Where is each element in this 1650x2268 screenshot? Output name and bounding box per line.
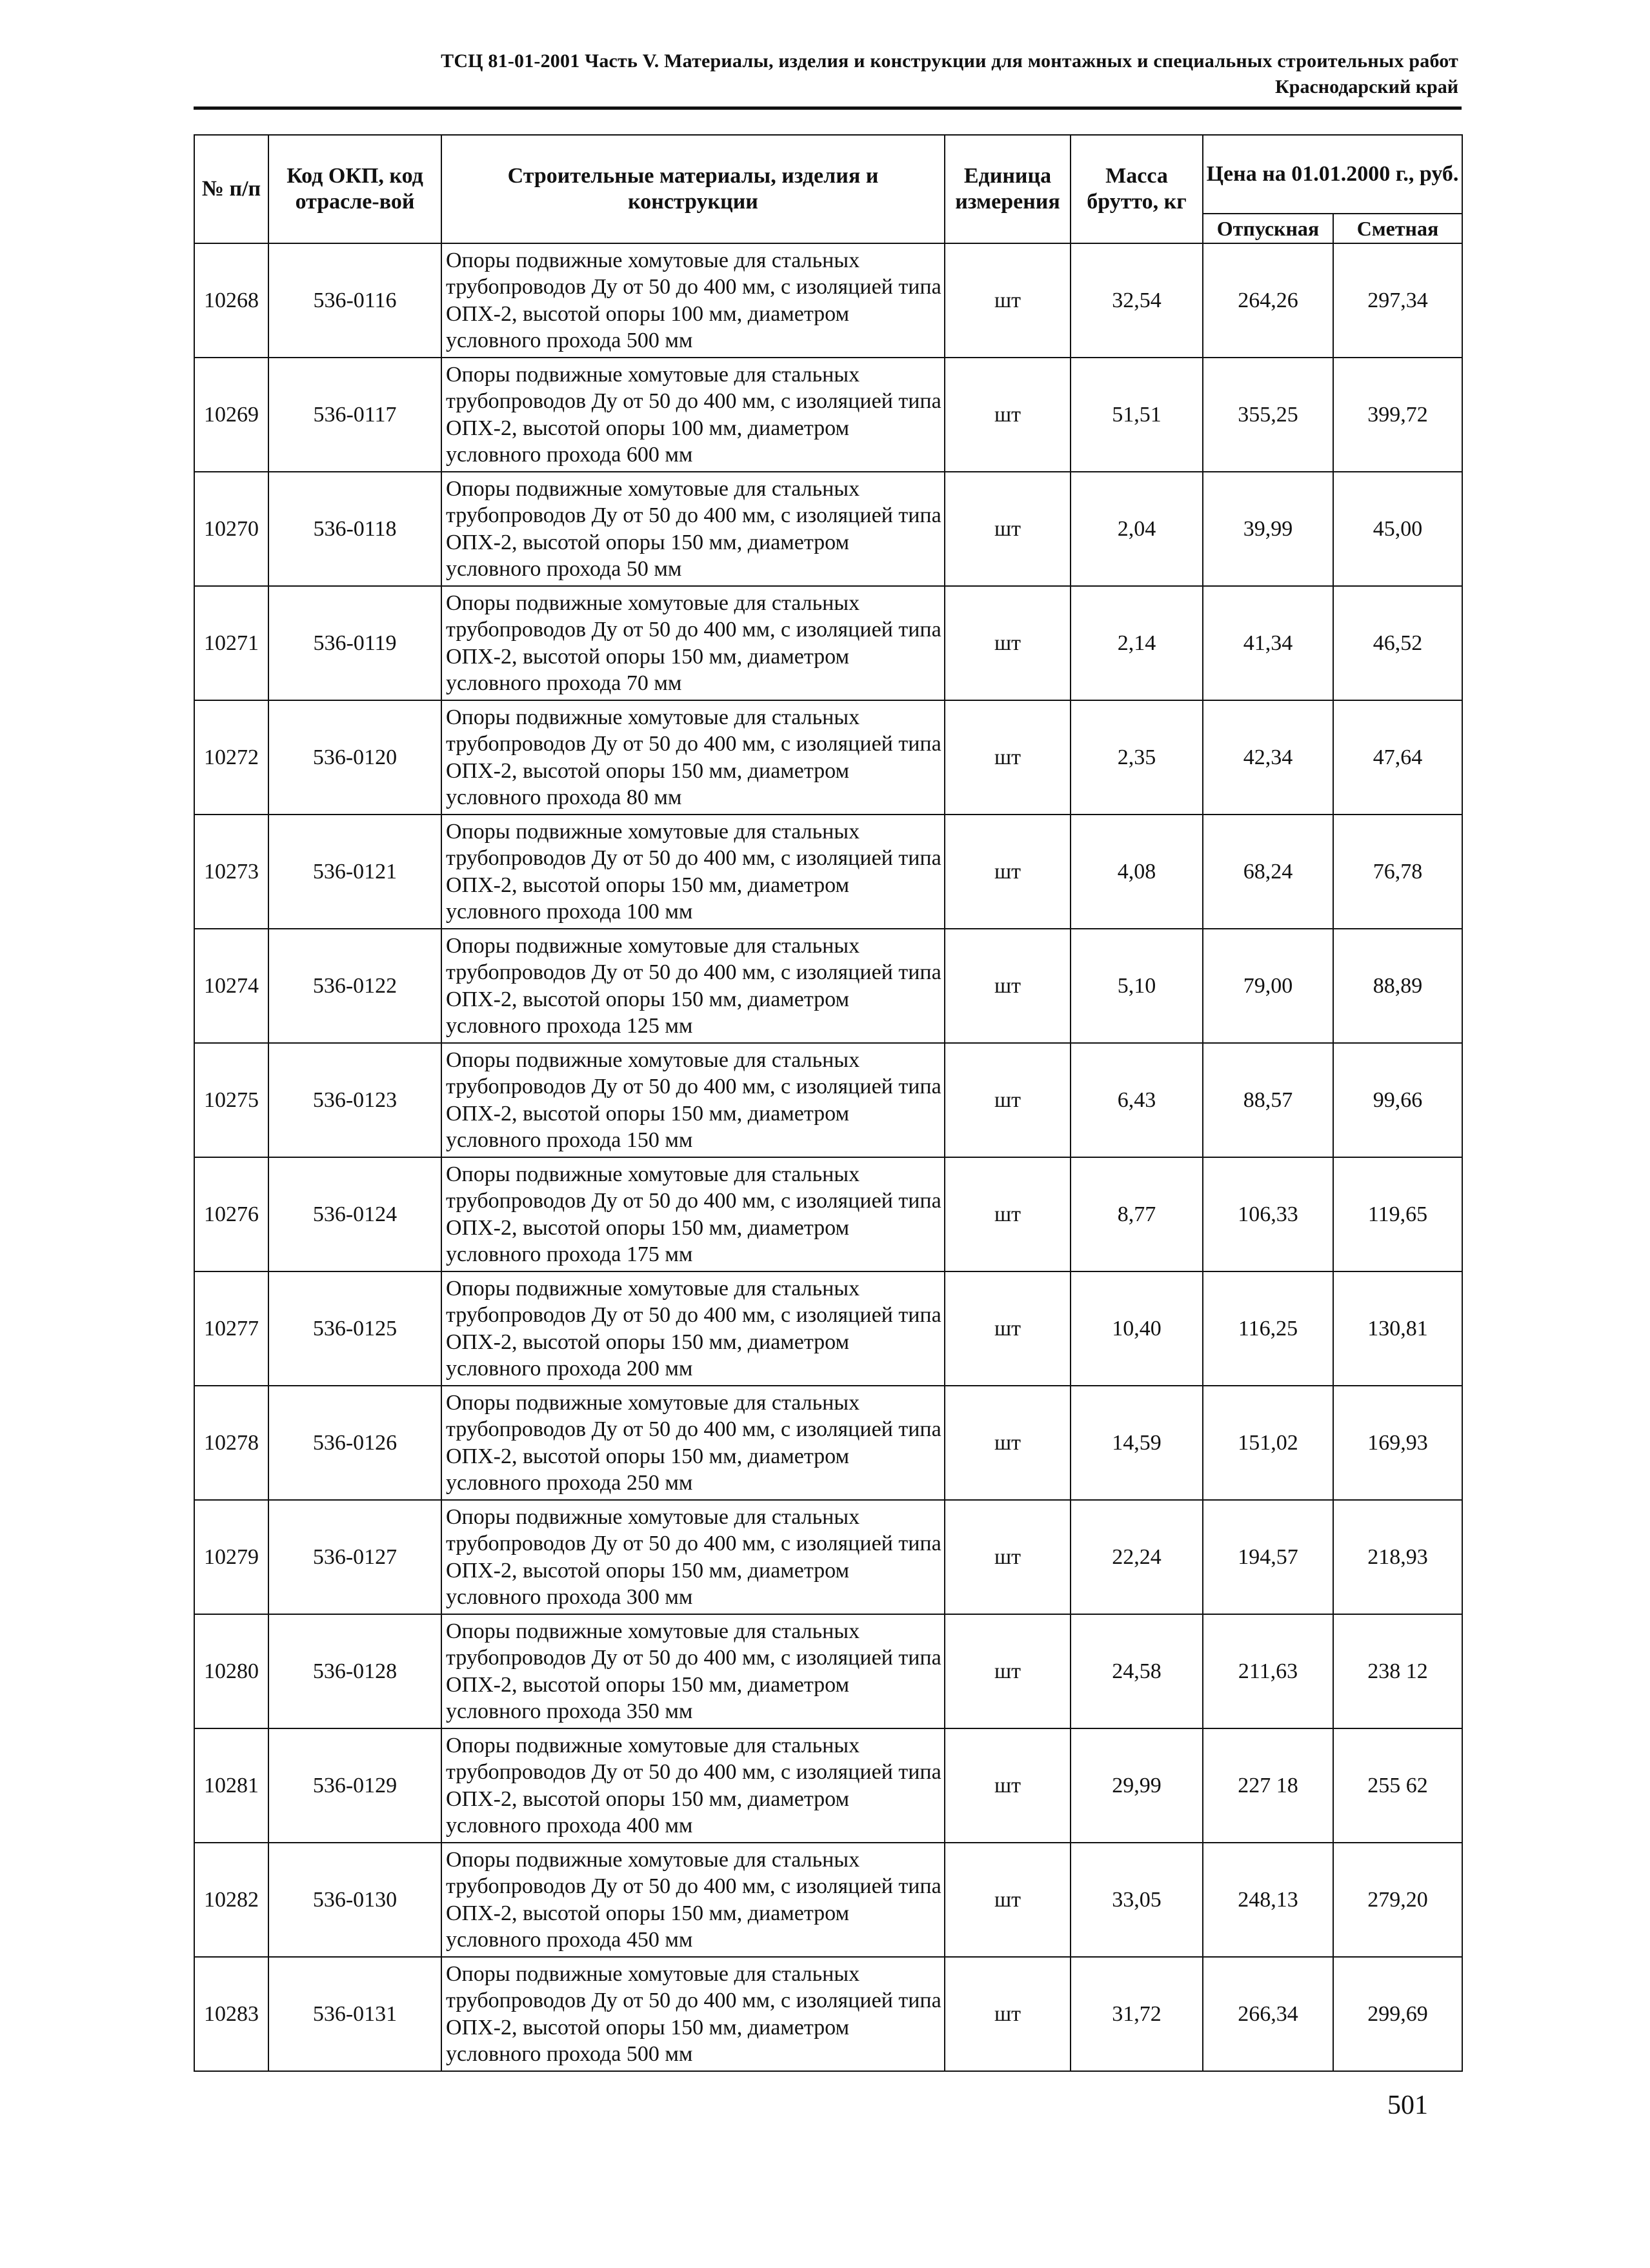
price-table [194,134,1463,2072]
row-description: Опоры подвижные хомутовые для стальных трубопроводов Ду от 50 до 400 мм, с изоляцией типа ОПХ-2, высотой опоры 150 мм, диаметром условного прохода 150 мм [441,1043,945,1157]
table-row [194,358,1462,472]
row-mass: 51,51 [1071,358,1203,472]
col-header-unit: Единица измерения [945,135,1071,243]
table-row [194,586,1462,700]
row-num: 10283 [194,1957,268,2071]
row-description: Опоры подвижные хомутовые для стальных трубопроводов Ду от 50 до 400 мм, с изоляцией типа ОПХ-2, высотой опоры 150 мм, диаметром условного прохода 70 мм [441,586,945,700]
row-num: 10279 [194,1500,268,1614]
row-description: Опоры подвижные хомутовые для стальных трубопроводов Ду от 50 до 400 мм, с изоляцией типа ОПХ-2, высотой опоры 100 мм, диаметром условного прохода 500 мм [441,243,945,358]
row-num: 10281 [194,1728,268,1843]
row-price-estimate: 255 62 [1333,1728,1462,1843]
table-body [194,243,1462,2071]
row-num: 10275 [194,1043,268,1157]
row-num: 10273 [194,815,268,929]
row-unit: шт [945,929,1071,1043]
row-unit: шт [945,815,1071,929]
col-header-name: Строительные материалы, изделия и конструкции [441,135,945,243]
row-num: 10280 [194,1614,268,1728]
row-price-estimate: 88,89 [1333,929,1462,1043]
col-header-mass: Масса брутто, кг [1071,135,1203,243]
row-unit: шт [945,1157,1071,1271]
table-row [194,1728,1462,1843]
row-price-release: 194,57 [1203,1500,1333,1614]
row-unit: шт [945,1728,1071,1843]
row-code: 536-0122 [268,929,441,1043]
row-code: 536-0123 [268,1043,441,1157]
table-row [194,243,1462,358]
row-code: 536-0121 [268,815,441,929]
row-price-release: 88,57 [1203,1043,1333,1157]
row-mass: 31,72 [1071,1957,1203,2071]
row-code: 536-0116 [268,243,441,358]
row-price-estimate: 169,93 [1333,1386,1462,1500]
row-price-estimate: 99,66 [1333,1043,1462,1157]
row-code: 536-0124 [268,1157,441,1271]
row-price-estimate: 218,93 [1333,1500,1462,1614]
col-header-code: Код ОКП, код отрасле-вой [268,135,441,243]
row-price-release: 79,00 [1203,929,1333,1043]
row-unit: шт [945,1614,1071,1728]
row-description: Опоры подвижные хомутовые для стальных трубопроводов Ду от 50 до 400 мм, с изоляцией типа ОПХ-2, высотой опоры 150 мм, диаметром условного прохода 100 мм [441,815,945,929]
col-header-price-release: Отпускная [1203,214,1333,243]
row-mass: 2,35 [1071,700,1203,815]
row-unit: шт [945,1500,1071,1614]
row-mass: 4,08 [1071,815,1203,929]
running-header-region: Краснодарский край [1275,76,1458,97]
row-description: Опоры подвижные хомутовые для стальных трубопроводов Ду от 50 до 400 мм, с изоляцией типа ОПХ-2, высотой опоры 150 мм, диаметром условного прохода 500 мм [441,1957,945,2071]
row-num: 10269 [194,358,268,472]
row-num: 10268 [194,243,268,358]
table-row [194,700,1462,815]
row-mass: 2,04 [1071,472,1203,586]
row-mass: 22,24 [1071,1500,1203,1614]
row-description: Опоры подвижные хомутовые для стальных трубопроводов Ду от 50 до 400 мм, с изоляцией типа ОПХ-2, высотой опоры 150 мм, диаметром условного прохода 250 мм [441,1386,945,1500]
row-price-release: 355,25 [1203,358,1333,472]
row-code: 536-0120 [268,700,441,815]
row-mass: 24,58 [1071,1614,1203,1728]
row-mass: 8,77 [1071,1157,1203,1271]
row-num: 10272 [194,700,268,815]
table-row [194,1614,1462,1728]
row-price-estimate: 130,81 [1333,1271,1462,1386]
row-description: Опоры подвижные хомутовые для стальных трубопроводов Ду от 50 до 400 мм, с изоляцией типа ОПХ-2, высотой опоры 150 мм, диаметром условного прохода 125 мм [441,929,945,1043]
row-mass: 33,05 [1071,1843,1203,1957]
row-description: Опоры подвижные хомутовые для стальных трубопроводов Ду от 50 до 400 мм, с изоляцией типа ОПХ-2, высотой опоры 150 мм, диаметром условного прохода 400 мм [441,1728,945,1843]
row-unit: шт [945,1043,1071,1157]
table-row [194,815,1462,929]
row-num: 10270 [194,472,268,586]
row-num: 10278 [194,1386,268,1500]
running-header-title: ТСЦ 81-01-2001 Часть V. Материалы, изделия и конструкции для монтажных и специальных строительных работ [441,50,1458,72]
row-price-estimate: 399,72 [1333,358,1462,472]
row-price-release: 68,24 [1203,815,1333,929]
col-header-num: № п/п [194,135,268,243]
row-code: 536-0119 [268,586,441,700]
row-mass: 10,40 [1071,1271,1203,1386]
row-price-release: 266,34 [1203,1957,1333,2071]
row-price-release: 41,34 [1203,586,1333,700]
row-description: Опоры подвижные хомутовые для стальных трубопроводов Ду от 50 до 400 мм, с изоляцией типа ОПХ-2, высотой опоры 100 мм, диаметром условного прохода 600 мм [441,358,945,472]
row-price-release: 227 18 [1203,1728,1333,1843]
row-price-estimate: 45,00 [1333,472,1462,586]
row-num: 10276 [194,1157,268,1271]
row-description: Опоры подвижные хомутовые для стальных трубопроводов Ду от 50 до 400 мм, с изоляцией типа ОПХ-2, высотой опоры 150 мм, диаметром условного прохода 50 мм [441,472,945,586]
row-price-release: 211,63 [1203,1614,1333,1728]
row-unit: шт [945,1386,1071,1500]
row-code: 536-0130 [268,1843,441,1957]
row-unit: шт [945,472,1071,586]
row-price-estimate: 46,52 [1333,586,1462,700]
table-row [194,1500,1462,1614]
row-description: Опоры подвижные хомутовые для стальных трубопроводов Ду от 50 до 400 мм, с изоляцией типа ОПХ-2, высотой опоры 150 мм, диаметром условного прохода 450 мм [441,1843,945,1957]
row-price-release: 106,33 [1203,1157,1333,1271]
row-num: 10274 [194,929,268,1043]
row-description: Опоры подвижные хомутовые для стальных трубопроводов Ду от 50 до 400 мм, с изоляцией типа ОПХ-2, высотой опоры 150 мм, диаметром условного прохода 200 мм [441,1271,945,1386]
row-unit: шт [945,1957,1071,2071]
row-unit: шт [945,358,1071,472]
header-rule [194,106,1462,110]
table-row [194,1386,1462,1500]
table-row [194,1157,1462,1271]
row-code: 536-0129 [268,1728,441,1843]
row-code: 536-0125 [268,1271,441,1386]
row-description: Опоры подвижные хомутовые для стальных трубопроводов Ду от 50 до 400 мм, с изоляцией типа ОПХ-2, высотой опоры 150 мм, диаметром условного прохода 300 мм [441,1500,945,1614]
row-price-release: 248,13 [1203,1843,1333,1957]
row-mass: 32,54 [1071,243,1203,358]
row-num: 10271 [194,586,268,700]
row-code: 536-0131 [268,1957,441,2071]
row-description: Опоры подвижные хомутовые для стальных трубопроводов Ду от 50 до 400 мм, с изоляцией типа ОПХ-2, высотой опоры 150 мм, диаметром условного прохода 350 мм [441,1614,945,1728]
row-description: Опоры подвижные хомутовые для стальных трубопроводов Ду от 50 до 400 мм, с изоляцией типа ОПХ-2, высотой опоры 150 мм, диаметром условного прохода 175 мм [441,1157,945,1271]
row-unit: шт [945,1843,1071,1957]
row-code: 536-0118 [268,472,441,586]
row-price-release: 39,99 [1203,472,1333,586]
row-unit: шт [945,700,1071,815]
row-price-estimate: 47,64 [1333,700,1462,815]
table-row [194,472,1462,586]
col-header-price: Цена на 01.01.2000 г., руб. [1203,135,1462,214]
row-mass: 6,43 [1071,1043,1203,1157]
row-code: 536-0126 [268,1386,441,1500]
row-price-estimate: 238 12 [1333,1614,1462,1728]
row-price-release: 116,25 [1203,1271,1333,1386]
row-price-release: 42,34 [1203,700,1333,815]
table-row [194,1957,1462,2071]
row-price-estimate: 119,65 [1333,1157,1462,1271]
row-mass: 2,14 [1071,586,1203,700]
table-row [194,929,1462,1043]
page-number: 501 [1387,2091,1428,2120]
row-mass: 29,99 [1071,1728,1203,1843]
row-price-estimate: 279,20 [1333,1843,1462,1957]
row-code: 536-0128 [268,1614,441,1728]
row-mass: 14,59 [1071,1386,1203,1500]
col-header-price-estimate: Сметная [1333,214,1462,243]
row-unit: шт [945,1271,1071,1386]
row-description: Опоры подвижные хомутовые для стальных трубопроводов Ду от 50 до 400 мм, с изоляцией типа ОПХ-2, высотой опоры 150 мм, диаметром условного прохода 80 мм [441,700,945,815]
row-price-release: 264,26 [1203,243,1333,358]
table-row [194,1843,1462,1957]
row-unit: шт [945,586,1071,700]
row-code: 536-0127 [268,1500,441,1614]
row-mass: 5,10 [1071,929,1203,1043]
row-price-estimate: 297,34 [1333,243,1462,358]
table-row [194,1271,1462,1386]
row-unit: шт [945,243,1071,358]
row-price-estimate: 299,69 [1333,1957,1462,2071]
row-price-release: 151,02 [1203,1386,1333,1500]
row-num: 10277 [194,1271,268,1386]
row-price-estimate: 76,78 [1333,815,1462,929]
row-num: 10282 [194,1843,268,1957]
row-code: 536-0117 [268,358,441,472]
table-row [194,1043,1462,1157]
